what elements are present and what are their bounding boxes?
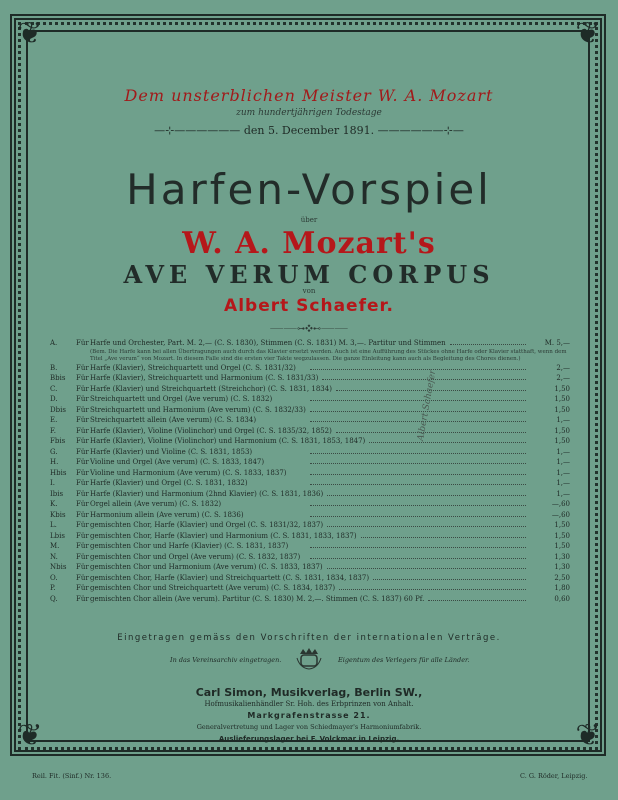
fur-label: Für [76, 594, 89, 603]
fur-label: Für [76, 510, 89, 519]
publisher-name: Carl Simon, Musikverlag, Berlin SW., [195, 686, 423, 699]
fur-label: Für [76, 458, 89, 466]
entry-code: G. [50, 447, 58, 456]
entry-description: Streichquartett allein (Ave verum) (C. S. 1834) [90, 416, 257, 424]
arrangement-list [50, 338, 570, 604]
entry-code: O. [50, 573, 58, 582]
entry-price: 1,80 [554, 584, 570, 592]
leader-dots [310, 421, 526, 422]
entry-code: Hbis [50, 468, 67, 477]
work-title: AVE VERUM CORPUS [123, 260, 495, 289]
entry-code: P. [50, 584, 56, 592]
list-item [50, 468, 570, 479]
entry-code: E. [50, 416, 58, 424]
list-item [50, 426, 570, 437]
entry-code: A. [50, 339, 58, 347]
list-item [50, 405, 570, 416]
list-item [50, 447, 570, 458]
leader-dots [322, 379, 526, 380]
entry-description: Harfe (Klavier), Streichquartett und Orgel (C. S. 1831/32) [90, 363, 296, 372]
fur-label: Für [76, 542, 89, 550]
entry-description: Streichquartett und Orgel (Ave verum) (C. S. 1832) [90, 395, 273, 403]
leader-dots [310, 411, 526, 412]
fur-label: Für [76, 339, 89, 347]
entry-description: Violine und Orgel (Ave verum) (C. S. 1833, 1847) [90, 458, 265, 466]
list-item [50, 478, 570, 489]
printer-credit: C. G. Röder, Leipzig. [520, 772, 588, 780]
entry-description: Harfe (Klavier) und Harmonium (2hnd Klavier) (C. S. 1831, 1836) [90, 489, 324, 498]
composer-name: W. A. Mozart's [182, 226, 436, 261]
list-item [50, 489, 570, 500]
leader-dots [310, 474, 526, 475]
fur-label: Für [76, 363, 89, 372]
leader-dots [310, 400, 526, 401]
leader-dots [310, 453, 526, 454]
entry-code: K. [50, 500, 58, 508]
entry-price: 1,50 [554, 437, 570, 445]
agency-note: Generalvertretung und Lager von Schiedmayer's Harmoniumfabrik. [196, 723, 422, 731]
author-name: Albert Schaefer. [224, 296, 394, 316]
fur-label: Für [76, 395, 89, 403]
entry-description: gemischten Chor und Streichquartett (Ave verum) (C. S. 1834, 1837) [90, 584, 336, 592]
entry-code: Q. [50, 594, 58, 603]
leader-dots [369, 442, 526, 443]
fur-label: Für [76, 489, 89, 498]
corner-ornament-icon: ❦ [575, 16, 601, 51]
entry-code: Kbis [50, 510, 66, 519]
leader-dots [361, 537, 526, 538]
fur-label: Für [76, 563, 89, 571]
entry-code: Ibis [50, 489, 64, 498]
entry-description: Harfe (Klavier), Violine (Violinchor) und Orgel (C. S. 1835/32, 1852) [90, 426, 332, 435]
entry-description: Streichquartett und Harmonium (Ave verum) (C. S. 1832/33) [90, 405, 306, 414]
entry-code: Bbis [50, 374, 66, 382]
entry-code: H. [50, 458, 59, 466]
fur-label: Für [76, 521, 89, 529]
list-item [50, 552, 570, 563]
entry-price: —,60 [551, 510, 570, 519]
leader-dots [327, 568, 526, 569]
entry-price: 1,— [556, 458, 570, 466]
entry-code: N. [50, 552, 58, 561]
date-line [0, 124, 618, 137]
leader-dots [336, 432, 526, 433]
leader-dots [310, 463, 526, 464]
entry-description: Harmonium allein (Ave verum) (C. S. 1836) [90, 510, 244, 519]
fur-label: Für [76, 552, 89, 561]
leader-dots [327, 526, 526, 527]
entry-code: Dbis [50, 405, 66, 414]
entry-description: gemischten Chor, Harfe (Klavier) und Harmonium (C. S. 1831, 1833, 1837) [90, 531, 357, 540]
fur-label: Für [76, 468, 89, 477]
entry-price: 1,— [556, 479, 570, 487]
flourish-left-icon: —⊹—————— [154, 124, 241, 137]
royal-crest-icon [296, 646, 322, 670]
corner-ornament-icon: ❦ [17, 16, 43, 51]
corner-ornament-icon: ❦ [575, 718, 601, 753]
leader-dots [310, 558, 526, 559]
entry-price: 1,— [556, 468, 570, 477]
entry-price: M. 5,— [544, 339, 570, 347]
entry-description: Harfe (Klavier) und Streichquartett (Streichchor) (C. S. 1831, 1834) [90, 384, 332, 393]
fur-label: Für [76, 584, 89, 592]
anniversary-line: zum hundertjährigen Todestage [236, 108, 382, 118]
corner-ornament-icon: ❦ [17, 718, 43, 753]
entry-price: 2,50 [554, 573, 570, 582]
entry-price: 0,60 [554, 594, 570, 603]
entry-price: 1,— [556, 447, 570, 456]
entry-code: I. [50, 479, 55, 487]
entry-price: 2,— [556, 363, 570, 372]
entry-price: 2,— [556, 374, 570, 382]
list-item [50, 457, 570, 468]
fur-label: Für [76, 531, 89, 540]
list-item [50, 562, 570, 573]
list-item [50, 573, 570, 584]
fur-label: Für [76, 405, 89, 414]
leader-dots [373, 579, 526, 580]
delivery-note: Auslieferungslager bei F. Volckmar in Leipzig. [218, 735, 400, 743]
flourish-right-icon: ——————⊹— [377, 124, 464, 137]
date: den 5. December 1891. [243, 124, 375, 137]
fur-label: Für [76, 437, 89, 445]
leader-dots [310, 516, 526, 517]
fur-label: Für [76, 500, 89, 508]
leader-dots [327, 495, 526, 496]
entry-description: gemischten Chor und Harmonium (Ave verum) (C. S. 1833, 1837) [90, 563, 323, 571]
entry-description: gemischten Chor, Harfe (Klavier) und Streichquartett (C. S. 1831, 1834, 1837) [90, 573, 370, 582]
fur-label: Für [76, 384, 89, 393]
leader-dots [339, 589, 526, 590]
list-item [50, 510, 570, 521]
leader-dots [450, 344, 526, 345]
fur-label: Für [76, 374, 89, 382]
fur-label: Für [76, 573, 89, 582]
list-item [50, 594, 570, 605]
entry-description: Harfe (Klavier) und Orgel (C. S. 1831, 1832) [90, 479, 248, 487]
list-item [50, 583, 570, 594]
entry-price: 1,30 [554, 563, 570, 571]
list-item [50, 394, 570, 405]
entry-code: F. [50, 426, 56, 435]
list-note: (Bem. Die Harfe kann bei allen Übertragungen auch durch das Klavier ersetzt werden. Auch ist eine Aufführung des Stückes ohne Harfe oder Klavier statthaft, wenn dem Titel „Ave verum“ von Mozart. In diesem Falle sind die ersten vier Takte wegzulassen. Die ganze Einleitung kann auch als Begleitung des Chores dienen.) [90, 348, 567, 362]
list-item [50, 415, 570, 426]
entry-price: 1,— [556, 489, 570, 498]
entry-price: 1,50 [554, 542, 570, 550]
publisher-title: Hofmusikalienhändler Sr. Hoh. des Erbprinzen von Anhalt. [204, 700, 414, 708]
entry-description: Harfe und Orchester, Part. M. 2,— (C. S. 1830), Stimmen (C. S. 1831) M. 3,—. Partitur und Stimmen [90, 339, 446, 347]
entry-code: Fbis [50, 437, 66, 445]
entry-description: Harfe (Klavier), Violine (Violinchor) und Harmonium (C. S. 1831, 1853, 1847) [90, 437, 366, 445]
entry-code: Nbis [50, 563, 67, 571]
entry-description: Harfe (Klavier), Streichquartett und Harmonium (C. S. 1831/33) [90, 374, 319, 382]
ownership-note: Eigentum des Verlegers für alle Länder. [338, 656, 470, 664]
fur-label: Für [76, 479, 89, 487]
entry-code: B. [50, 363, 58, 372]
divider-ornament-icon: ⸺⸺⊶❖⊷⸺⸺ [269, 324, 349, 333]
entry-price: 1,50 [554, 531, 570, 540]
fur-label: Für [76, 447, 89, 456]
fur-label: Für [76, 416, 89, 424]
entry-price: 1,50 [554, 384, 570, 393]
entry-description: Violine und Harmonium (Ave verum) (C. S. 1833, 1837) [90, 468, 287, 477]
fur-label: Für [76, 426, 89, 435]
publisher-street: Markgrafenstrasse 21. [247, 711, 371, 720]
entry-description: gemischten Chor allein (Ave verum). Partitur (C. S. 1830) M. 2,—. Stimmen (C. S. 1837) 60 Pf. [90, 594, 425, 603]
entry-price: 1,50 [554, 405, 570, 414]
list-item [50, 531, 570, 542]
leader-dots [310, 369, 526, 370]
entry-description: gemischten Chor, Harfe (Klavier) und Orgel (C. S. 1831/32, 1837) [90, 521, 324, 529]
entry-code: C. [50, 384, 58, 393]
entry-description: gemischten Chor und Harfe (Klavier) (C. S. 1831, 1837) [90, 542, 289, 550]
leader-dots [428, 600, 526, 601]
page-title: Harfen-Vorspiel [126, 165, 492, 214]
entry-code: D. [50, 395, 58, 403]
list-item [50, 520, 570, 531]
handwritten-signature: Albert Schaefer [416, 369, 439, 442]
von-label: von [302, 287, 316, 295]
entry-price: 1,50 [554, 521, 570, 529]
dedication: Dem unsterblichen Meister W. A. Mozart [124, 86, 494, 105]
list-item [50, 384, 570, 395]
list-item [50, 541, 570, 552]
list-item [50, 338, 570, 349]
leader-dots [310, 547, 526, 548]
entry-price: 1,50 [554, 395, 570, 403]
entry-description: Harfe (Klavier) und Violine (C. S. 1831, 1853) [90, 447, 253, 456]
leader-dots [310, 505, 526, 506]
entry-price: 1,30 [554, 552, 570, 561]
entry-code: L. [50, 521, 57, 529]
list-item [50, 499, 570, 510]
entry-description: gemischten Chor und Orgel (Ave verum) (C. S. 1832, 1837) [90, 552, 301, 561]
leader-dots [310, 484, 526, 485]
entry-description: Orgel allein (Ave verum) (C. S. 1832) [90, 500, 222, 508]
uber-label: über [300, 216, 318, 224]
registration-notice: Eingetragen gemäss den Vorschriften der internationalen Verträge. [117, 633, 501, 643]
entry-price: —,60 [551, 500, 570, 508]
entry-price: 1,— [556, 416, 570, 424]
entry-code: Lbis [50, 531, 65, 540]
entry-code: M. [50, 542, 60, 550]
list-item [50, 373, 570, 384]
list-item [50, 436, 570, 447]
entry-price: 1,50 [554, 426, 570, 435]
list-item [50, 363, 570, 374]
archive-note: In das Vereinsarchiv eingetragen. [170, 656, 282, 664]
plate-number: Reil. Fit. (Sinf.) Nr. 136. [32, 772, 112, 780]
